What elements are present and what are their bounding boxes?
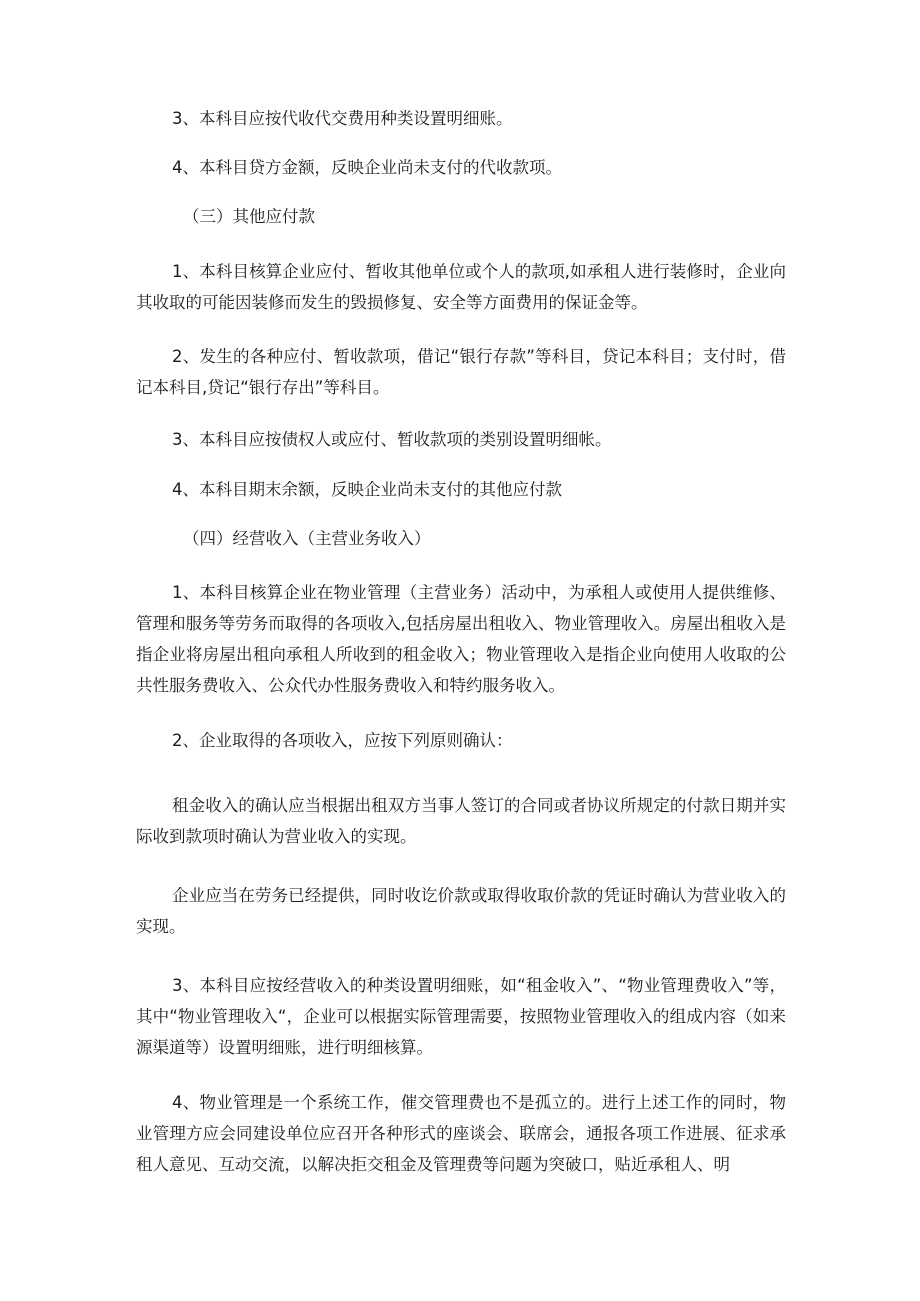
paragraph-4-property-management: 4、物业管理是一个系统工作，催交管理费也不是孤立的。进行上述工作的同时，物业管理方应会同建设单位应召开各种形式的座谈会、联席会，通报各项工作进展、征求承租人意见、互动交流，以解决拒交租金及管理费等问题为突破口，贴近承租人、明 <box>136 1093 786 1174</box>
paragraph-2-recognition-principles: 2、企业取得的各项收入，应按下列原则确认： <box>172 731 513 750</box>
paragraph-3-creditor-detail: 3、本科目应按债权人或应付、暂收款项的类别设置明细帐。 <box>172 430 612 449</box>
section-heading-operating-income: （四）经营收入（主营业务收入） <box>183 529 431 548</box>
paragraph-rent-recognition: 租金收入的确认应当根据出租双方当事人签订的合同或者协议所规定的付款日期并实际收到款项时确认为营业收入的实现。 <box>136 796 786 846</box>
paragraph-service-recognition: 企业应当在劳务已经提供，同时收讫价款或取得收取价款的凭证时确认为营业收入的实现。 <box>136 886 786 936</box>
paragraph-1-income-scope: 1、本科目核算企业在物业管理（主营业务）活动中，为承租人或使用人提供维修、管理和服务等劳务而取得的各项收入,包括房屋出租收入、物业管理收入。房屋出租收入是指企业将房屋出租向承租人所收到的租金收入；物业管理收入是指企业向使用人收取的公共性服务费收入、公众代办性服务费收入和特约服务收入。 <box>136 583 786 695</box>
paragraph-3-fee-detail: 3、本科目应按代收代交费用种类设置明细账。 <box>172 109 513 128</box>
paragraph-4-ending-balance: 4、本科目期末余额，反映企业尚未支付的其他应付款 <box>172 480 562 499</box>
paragraph-3-income-detail: 3、本科目应按经营收入的种类设置明细账，如“租金收入”、“物业管理费收入”等，其中“物业管理收入“，企业可以根据实际管理需要，按照物业管理收入的组成内容（如来源渠道等）设置明细账，进行明细核算。 <box>136 976 786 1057</box>
paragraph-1-other-payables-scope: 1、本科目核算企业应付、暂收其他单位或个人的款项,如承租人进行装修时，企业向其收取的可能因装修而发生的毁损修复、安全等方面费用的保证金等。 <box>136 262 786 312</box>
paragraph-4-credit-amount: 4、本科目贷方金额，反映企业尚未支付的代收款项。 <box>172 158 562 177</box>
paragraph-2-payables-entries: 2、发生的各种应付、暂收款项，借记“银行存款”等科目，贷记本科目；支付时，借记本科目,贷记“银行存出”等科目。 <box>136 347 786 397</box>
section-heading-other-payables: （三）其他应付款 <box>183 207 315 226</box>
